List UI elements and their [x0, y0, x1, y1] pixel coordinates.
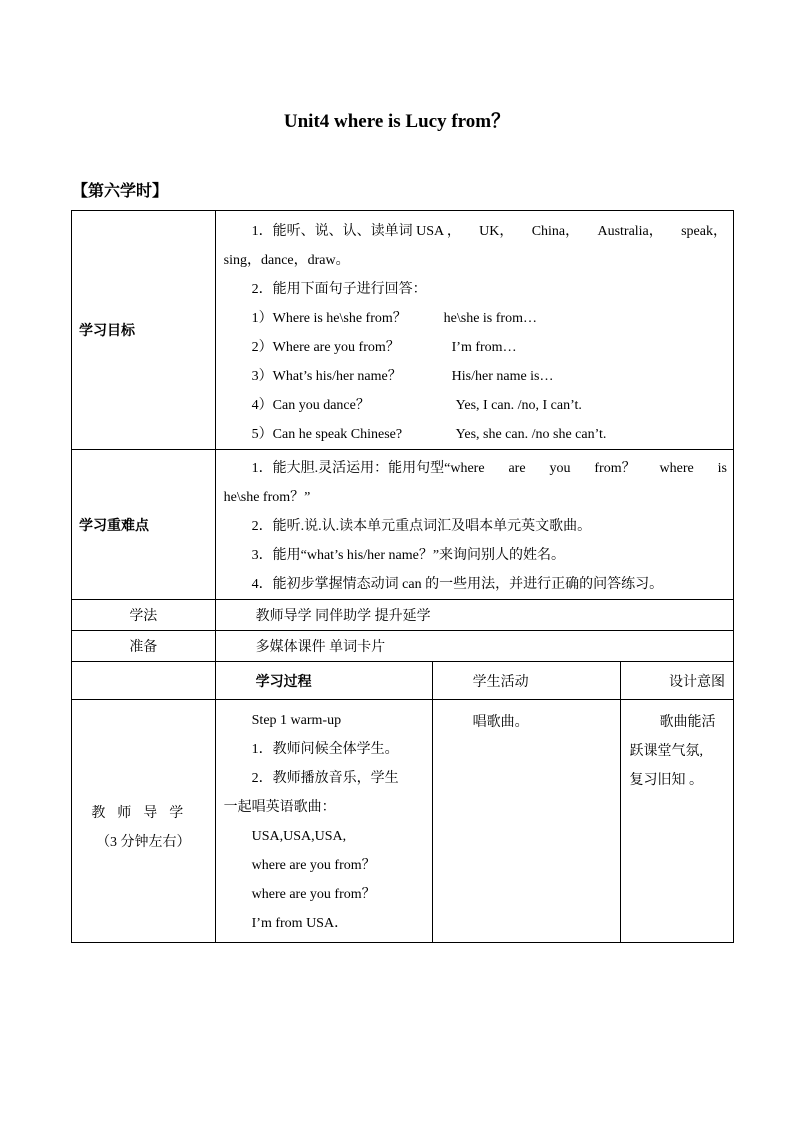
- section-heading: 【第六学时】: [72, 183, 169, 200]
- prep-label: 准备: [72, 631, 216, 662]
- difficulty-line1: [224, 454, 727, 483]
- goals-label: 学习目标: [72, 211, 216, 450]
- design-intent-line3: 复习旧知 。: [629, 773, 703, 788]
- design-intent-line1: 歌曲能活: [659, 715, 716, 730]
- song-line: where are you from？: [251, 887, 376, 902]
- goals-pair: [224, 362, 727, 391]
- goals-question: 2）Where are you from？: [251, 340, 400, 355]
- goals-answer: His/her name is…: [451, 369, 554, 384]
- step-line2: 2．教师播放音乐，学生: [251, 771, 399, 786]
- goals-pair: [224, 333, 727, 362]
- design-intent-line2: 跃课堂气氛,: [629, 744, 703, 759]
- goals-answer: he\she is from…: [443, 311, 537, 326]
- goals-answer: I’m from…: [451, 340, 517, 355]
- difficulty-line1b: he\she from？”: [223, 490, 311, 505]
- design-intent-cell: [621, 700, 734, 943]
- student-activity-cell: [432, 700, 621, 943]
- process-header: 学习过程: [215, 662, 432, 700]
- student-activity-text: 唱歌曲。: [472, 715, 529, 730]
- difficulty-line2: 2．能听.说.认.读本单元重点词汇及唱本单元英文歌曲。: [251, 519, 592, 534]
- goals-content: [215, 211, 733, 450]
- teacher-guide-row: [72, 700, 734, 943]
- difficulty-line1-part: from？: [594, 461, 636, 476]
- difficulty-line1-part: are: [508, 461, 526, 476]
- difficulty-row: [72, 450, 734, 600]
- difficulty-line1-part: 1．能大胆.灵活运用：能用句型“where: [251, 461, 485, 476]
- difficulty-line4: 4．能初步掌握情态动词 can 的一些用法，并进行正确的问答练习。: [251, 577, 664, 592]
- song-line: where are you from？: [251, 858, 376, 873]
- method-value: 教师导学 同伴助学 提升延学: [215, 600, 733, 631]
- goals-answer: Yes, she can. /no she can’t.: [455, 427, 607, 442]
- goals-question: 4）Can you dance？: [251, 398, 370, 413]
- goals-line1-part: UK，: [479, 224, 514, 239]
- goals-pair: [224, 391, 727, 420]
- difficulty-line3: 3．能用“what’s his/her name？”来询问别人的姓名。: [251, 548, 566, 563]
- design-intent-header: 设计意图: [621, 662, 734, 700]
- step-line1: 1．教师问候全体学生。: [251, 742, 399, 757]
- song-line: I’m from USA．: [251, 916, 349, 931]
- goals-line1: [224, 217, 727, 246]
- goals-line1b: sing，dance，draw。: [223, 253, 350, 268]
- process-header-row: [72, 662, 734, 700]
- method-row: [72, 600, 734, 631]
- song-line: USA,USA,USA,: [251, 829, 347, 844]
- goals-line1-part: 1．能听、说、认、读单词 USA ，: [251, 224, 461, 239]
- difficulty-label: 学习重难点: [72, 450, 216, 600]
- teacher-guide-label-line2: （3 分钟左右）: [96, 835, 191, 850]
- goals-line1-part: Australia，: [597, 224, 663, 239]
- goals-question: 5）Can he speak Chinese?: [251, 427, 403, 442]
- prep-value: 多媒体课件 单词卡片: [215, 631, 733, 662]
- step-title: Step 1 warm-up: [251, 713, 342, 728]
- difficulty-line1-part: you: [549, 461, 571, 476]
- step-line3: 一起唱英语歌曲：: [223, 800, 336, 815]
- teacher-guide-label: [72, 700, 216, 943]
- goals-pair: [224, 304, 727, 333]
- goals-pair: [224, 420, 727, 449]
- goals-answer: Yes, I can. /no, I can’t.: [455, 398, 582, 413]
- difficulty-line1-part: where: [659, 461, 694, 476]
- goals-line1-part: speak，: [681, 224, 727, 239]
- goals-question: 1）Where is he\she from？: [251, 311, 407, 326]
- student-activity-header: 学生活动: [432, 662, 621, 700]
- lesson-plan-table: [71, 210, 734, 943]
- prep-row: [72, 631, 734, 662]
- teacher-guide-steps: [215, 700, 432, 943]
- teacher-guide-label-line1: 教师导学: [91, 806, 196, 821]
- difficulty-line1-part: is: [717, 461, 727, 476]
- goals-line2: 2．能用下面句子进行回答：: [251, 282, 427, 297]
- page-title: Unit4 where is Lucy from？: [283, 111, 511, 132]
- goals-line1-part: China，: [531, 224, 580, 239]
- method-label: 学法: [72, 600, 216, 631]
- goals-question: 3）What’s his/her name？: [251, 369, 402, 384]
- goals-row: [72, 211, 734, 450]
- process-header-empty: [72, 662, 216, 700]
- difficulty-content: [215, 450, 733, 600]
